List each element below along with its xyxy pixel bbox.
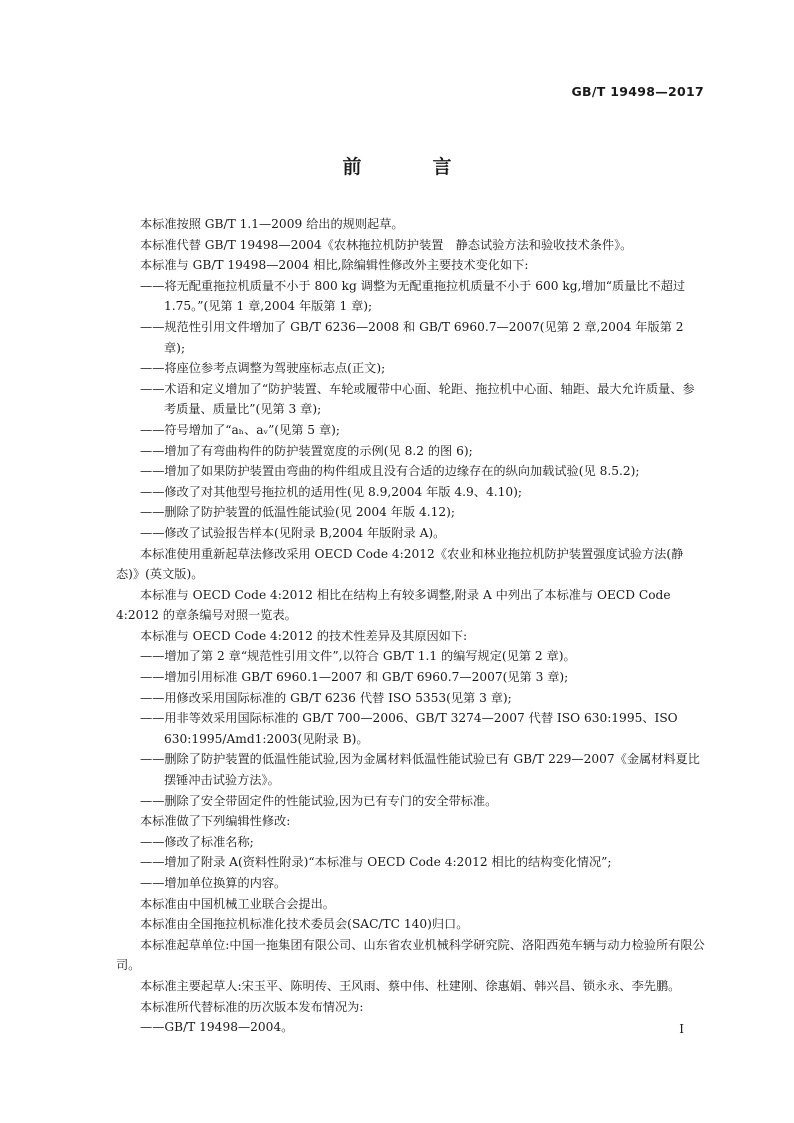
paragraph: 本标准代替 GB/T 19498—2004《农林拖拉机防护装置 静态试验方法和验收技术条件》。 [140,237,633,252]
list-item: —— 修改了试验报告样本(见附录 B,2004 年版附录 A)。 [140,523,706,544]
list-item: —— 将座位参考点调整为驾驶座标志点(正文); [140,358,706,379]
list-item: —— 增加了有弯曲构件的防护装置宽度的示例(见 8.2 的图 6); [140,441,706,462]
paragraph: 本标准起草单位:中国一拖集团有限公司、山东省农业机械科学研究院、洛阳西苑车辆与动力检验所有限公司。 [116,937,705,973]
paragraph: 本标准所代替标准的历次版本发布情况为: [140,999,364,1014]
list-item: —— GB/T 19498—2004。 [140,1017,706,1038]
list-item: —— 符号增加了“aₕ、aᵥ”(见第 5 章); [140,420,706,441]
paragraph: 本标准主要起草人:宋玉平、陈明传、王风雨、蔡中伟、杜建刚、徐惠娟、韩兴昌、锁永永、李先鹏。 [140,978,681,993]
paragraph: 本标准由全国拖拉机标准化技术委员会(SAC/TC 140)归口。 [140,917,469,932]
paragraph: 本标准按照 GB/T 1.1—2009 给出的规则起草。 [140,217,404,231]
paragraph: 本标准使用重新起草法修改采用 OECD Code 4:2012《农业和林业拖拉机防护装置强度试验方法(静态)》(英文版)。 [116,546,684,582]
list-item: —— 用修改采用国际标准的 GB/T 6236 代替 ISO 5353(见第 3 章); [140,688,706,709]
paragraph: 本标准与 GB/T 19498—2004 相比,除编辑性修改外主要技术变化如下: [140,258,529,273]
list-item: —— 增加引用标准 GB/T 6960.1—2007 和 GB/T 6960.7—2007(见第 3 章); [140,667,706,688]
list-item: —— 用非等效采用国际标准的 GB/T 700—2006、GB/T 3274—2007 代替 ISO 630:1995、ISO 630:1995/Amd1:2003(见附录 B)。 [140,708,706,749]
list-item: —— 术语和定义增加了“防护装置、车轮或履带中心面、轮距、拖拉机中心面、轴距、最大允许质量、参考质量、质量比”(见第 3 章); [140,379,706,420]
list-item: —— 增加了附录 A(资料性附录)“本标准与 OECD Code 4:2012 相比的结构变化情况”; [140,852,706,873]
list-item: —— 增加单位换算的内容。 [140,873,706,894]
list-item: —— 删除了安全带固定件的性能试验,因为已有专门的安全带标准。 [140,791,706,812]
list-item: —— 增加了第 2 章“规范性引用文件”,以符合 GB/T 1.1 的编写规定(见第 2 章)。 [140,646,706,667]
document-body [116,214,706,1038]
list-item: —— 删除了防护装置的低温性能试验(见 2004 年版 4.12); [140,502,706,523]
list-item: —— 增加了如果防护装置由弯曲的构件组成且没有合适的边缘存在的纵向加载试验(见 8.5.2); [140,461,706,482]
list-item: —— 修改了对其他型号拖拉机的适用性(见 8.9,2004 年版 4.9、4.10); [140,482,706,503]
standard-code: GB/T 19498—2017 [571,84,704,99]
paragraph: 本标准与 OECD Code 4:2012 相比在结构上有较多调整,附录 A 中列出了本标准与 OECD Code 4:2012 的章条编号对照一览表。 [116,587,671,623]
list-item: —— 将无配重拖拉机质量不小于 800 kg 调整为无配重拖拉机质量不小于 600 kg,增加“质量比不超过 1.75。”(见第 1 章,2004 年版第 1 章); [140,276,706,317]
page-number: I [679,1022,684,1036]
list-item: —— 删除了防护装置的低温性能试验,因为金属材料低温性能试验已有 GB/T 229—2007《金属材料夏比摆锤冲击试验方法》。 [140,749,706,790]
list-item: —— 修改了标准名称; [140,832,706,853]
paragraph: 本标准由中国机械工业联合会提出。 [140,896,335,911]
paragraph: 本标准与 OECD Code 4:2012 的技术性差异及其原因如下: [140,628,468,643]
list-item: —— 规范性引用文件增加了 GB/T 6236—2008 和 GB/T 6960.7—2007(见第 2 章,2004 年版第 2 章); [140,317,706,358]
page-title: 前 言 [342,156,478,178]
paragraph: 本标准做了下列编辑性修改: [140,814,291,829]
